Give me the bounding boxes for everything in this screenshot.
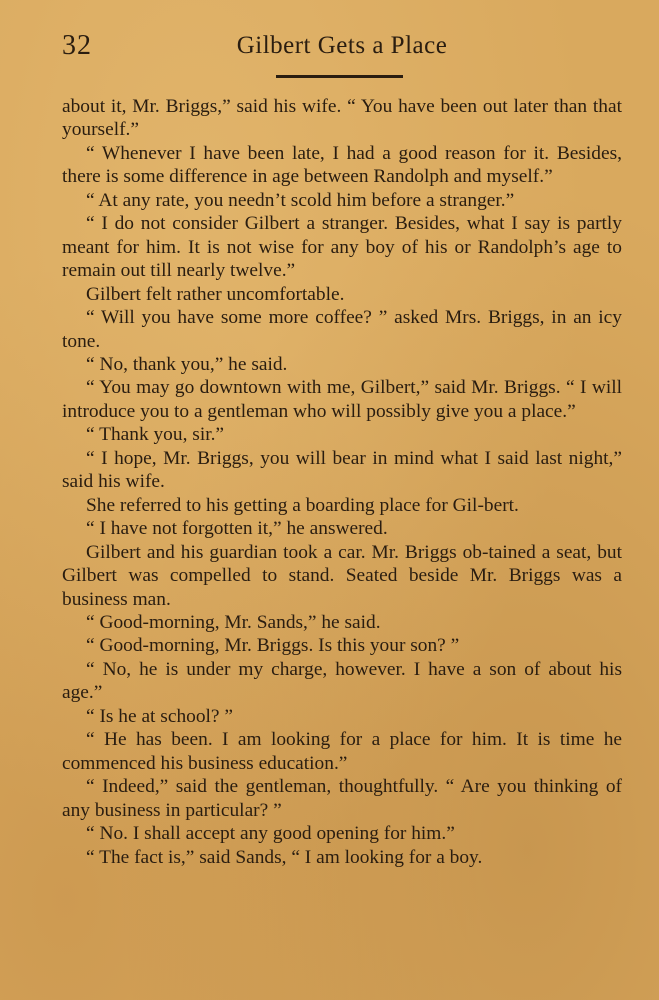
paragraph: “ Will you have some more coffee? ” asked Mrs. Briggs, in an icy tone. [62, 307, 622, 352]
paragraph: “ Thank you, sir.” [86, 424, 225, 446]
paragraph: “ At any rate, you needn’t scold him before a stranger.” [86, 189, 515, 211]
page-header [62, 30, 622, 70]
page-number: 32 [62, 30, 92, 61]
paragraph: “ Good-morning, Mr. Briggs. Is this your son? ” [86, 635, 460, 657]
paragraph: “ I have not forgotten it,” he answered. [86, 518, 388, 540]
header-rule [276, 75, 403, 78]
paragraph: “ Whenever I have been late, I had a good reason for it. Besides, there is some difference in age between Randolph and myself.” [62, 142, 622, 188]
paragraph: “ No, he is under my charge, however. I have a son of about his age.” [62, 658, 622, 704]
paragraph: “ No. I shall accept any good opening for him.” [86, 823, 455, 845]
paragraph: Gilbert and his guardian took a car. Mr. Briggs ob-tained a seat, but Gilbert was compelled to stand. Seated beside Mr. Briggs was a business man. [62, 541, 622, 610]
paragraph: She referred to his getting a boarding place for Gil-bert. [86, 494, 519, 516]
body-text [62, 95, 622, 869]
paragraph: “ The fact is,” said Sands, “ I am looking for a boy. [86, 846, 483, 868]
paragraph: “ I do not consider Gilbert a stranger. Besides, what I say is partly meant for him. It is not wise for any boy of his or Randolph’s age to remain out till nearly twelve.” [62, 213, 622, 282]
paragraph: about it, Mr. Briggs,” said his wife. “ You have been out later than that yourself.” [62, 96, 622, 141]
paragraph: “ Indeed,” said the gentleman, thoughtfully. “ Are you thinking of any business in particular? ” [62, 776, 622, 821]
paragraph: Gilbert felt rather uncomfortable. [86, 283, 345, 305]
paragraph: “ No, thank you,” he said. [86, 353, 288, 375]
running-title: Gilbert Gets a Place [236, 32, 448, 59]
paragraph: “ Good-morning, Mr. Sands,” he said. [86, 611, 381, 633]
paragraph: “ He has been. I am looking for a place for him. It is time he commenced his business education.” [62, 729, 622, 774]
paragraph: “ Is he at school? ” [86, 705, 233, 727]
paragraph: “ I hope, Mr. Briggs, you will bear in mind what I said last night,” said his wife. [62, 447, 622, 493]
paragraph: “ You may go downtown with me, Gilbert,” said Mr. Briggs. “ I will introduce you to a gentleman who will possibly give you a place.” [62, 377, 622, 422]
